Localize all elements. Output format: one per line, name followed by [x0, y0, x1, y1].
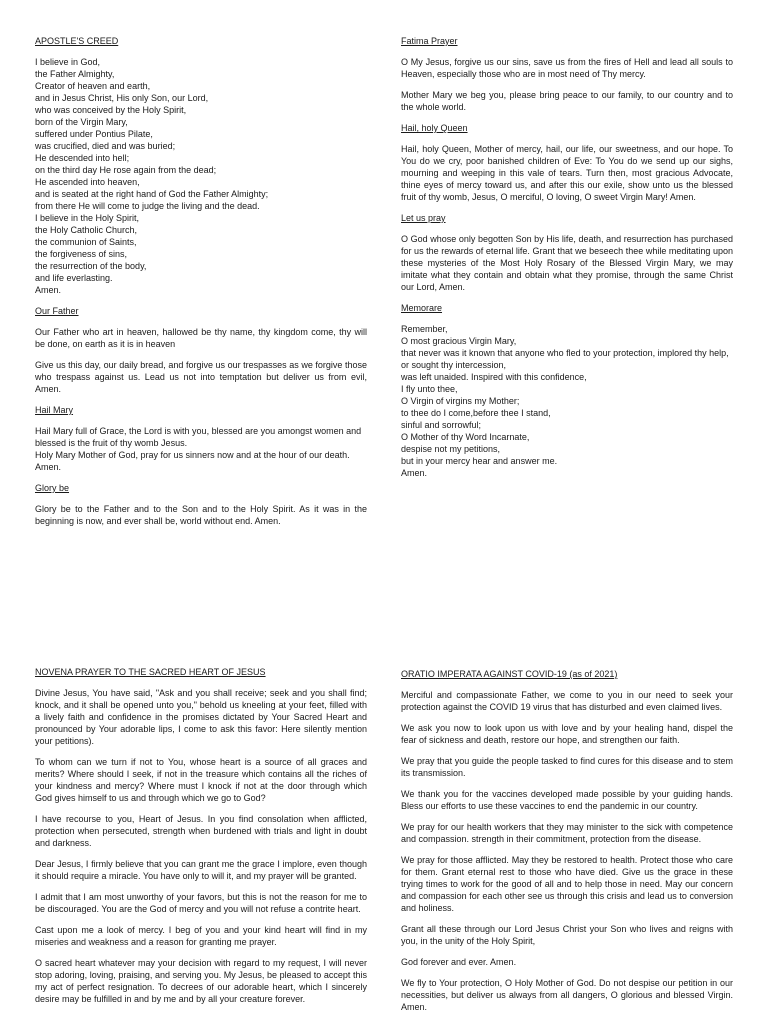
memorare-line: O Virgin of virgins my Mother;	[401, 396, 520, 406]
our-father-paragraph: Our Father who art in heaven, hallowed be thy name, thy kingdom come, thy will be done, on earth as it is in heaven	[35, 327, 367, 349]
creed-line: who was conceived by the Holy Spirit,	[35, 105, 187, 115]
memorare-line: O most gracious Virgin Mary,	[401, 336, 517, 346]
our-father-paragraph: Give us this day, our daily bread, and forgive us our trespasses as we forgive those who trespass against us. Lead us not into temptation but deliver us from evil, Amen.	[35, 360, 367, 394]
memorare-line: that never was it known that anyone who fled to your protection, implored thy help, or sought thy intercession,	[401, 348, 729, 370]
oratio-paragraph: We pray for our health workers that they may minister to the sick with competence and compassion. strength in their commitment, protection from the disease.	[401, 822, 733, 844]
memorare-line: but in your mercy hear and answer me.	[401, 456, 558, 466]
hail-mary-line: Holy Mary Mother of God, pray for us sinners now and at the hour of our death. Amen.	[35, 450, 350, 472]
oratio-paragraph: We ask you now to look upon us with love and by your healing hand, dispel the fear of sickness and death, restore our hope, and strengthen our faith.	[401, 723, 733, 745]
novena-paragraph: Dear Jesus, I firmly believe that you can grant me the grace I implore, even though it should require a miracle. You have only to will it, and my prayer will be granted.	[35, 859, 367, 881]
memorare-heading: Memorare	[401, 303, 443, 313]
creed-line: and life everlasting.	[35, 273, 113, 283]
novena-paragraph: To whom can we turn if not to You, whose heart is a source of all graces and merits? Where should I seek, if not in the treasure which contains all the riches of your kindness and mercy? Where must I knock if not at the door through which God gives himself to us and through which we go to God?	[35, 757, 367, 803]
novena-heading: NOVENA PRAYER TO THE SACRED HEART OF JESUS	[35, 667, 266, 677]
oratio-paragraph: God forever and ever. Amen.	[401, 957, 517, 967]
our-father-heading: Our Father	[35, 306, 79, 316]
glory-be-heading: Glory be	[35, 483, 70, 493]
memorare-line: sinful and sorrowful;	[401, 420, 482, 430]
novena-paragraph: I have recourse to you, Heart of Jesus. In you find consolation when afflicted, protection when persecuted, strength when burdened with trials and light in doubt and darkness.	[35, 814, 367, 848]
memorare-line: was left unaided. Inspired with this confidence,	[401, 372, 587, 382]
oratio-paragraph: Merciful and compassionate Father, we come to you in our need to seek your protection against the COVID 19 virus that has disturbed and even claimed lives.	[401, 690, 733, 712]
oratio-paragraph: We pray for those afflicted. May they be restored to health. Protect those who care for them. Grant eternal rest to those who have died. Give us the grace in these trying times to work for the good of all and to help those in need. May our concern and compassion for each other see us through this crisis and lead us to conversion and holiness.	[401, 855, 733, 913]
novena-paragraph: I admit that I am most unworthy of your favors, but this is not the reason for me to be discouraged. You are the God of mercy and you will not refuse a contrite heart.	[35, 892, 367, 914]
memorare-line: I fly unto thee,	[401, 384, 458, 394]
apostles-creed-text	[35, 56, 367, 296]
creed-line: suffered under Pontius Pilate,	[35, 129, 153, 139]
creed-line: the Father Almighty,	[35, 69, 115, 79]
memorare-line: to thee do I come,before thee I stand,	[401, 408, 551, 418]
memorare-line: despise not my petitions,	[401, 444, 501, 454]
apostles-creed-heading: APOSTLE'S CREED	[35, 36, 119, 46]
creed-line: born of the Virgin Mary,	[35, 117, 128, 127]
creed-line: the resurrection of the body,	[35, 261, 147, 271]
oratio-paragraph: Grant all these through our Lord Jesus Christ your Son who lives and reigns with you, in the unity of the Holy Spirit,	[401, 924, 733, 946]
hail-mary-heading: Hail Mary	[35, 405, 74, 415]
novena-paragraph: O sacred heart whatever may your decision with regard to my request, I will never stop adoring, loving, praising, and serving you. My Jesus, be pleased to accept this my act of perfect resignation. To decrees of our adorable heart, which I sincerely desire may be fulfilled in and by me and by all your creature forever.	[35, 958, 367, 1004]
memorare-line: Amen.	[401, 468, 428, 478]
hail-mary-text	[35, 425, 367, 473]
hail-holy-queen-paragraph: Hail, holy Queen, Mother of mercy, hail, our life, our sweetness, and our hope. To You do we cry, poor banished children of Eve: To You do we send up our sighs, mourning and weeping in this vale of tears. Turn then, most gracious Advocate, thine eyes of mercy toward us, and after this our exile, show unto us the blessed fruit of thy womb, Jesus, O merciful, O loving, O sweet Virgin Mary! Amen.	[401, 144, 733, 202]
memorare-line: O Mother of thy Word Incarnate,	[401, 432, 530, 442]
novena-paragraph: Divine Jesus, You have said, "Ask and you shall receive; seek and you shall find; knock, and it shall be opened unto you," behold us kneeling at your feet, filled with a lively faith and confidence in the promises dictated by Your Sacred Heart and pronounced by Your adorable lips, I come to ask this favor: Here silently mention your petitions).	[35, 688, 367, 746]
creed-line: He ascended into heaven,	[35, 177, 140, 187]
right-column-bottom	[401, 668, 733, 1022]
creed-line: I believe in the Holy Spirit,	[35, 213, 140, 223]
fatima-prayer-paragraph: O My Jesus, forgive us our sins, save us from the fires of Hell and lead all souls to Heaven, especially those who are in most need of Thy mercy.	[401, 57, 733, 79]
creed-line: from there He will come to judge the living and the dead.	[35, 201, 260, 211]
creed-line: He descended into hell;	[35, 153, 130, 163]
let-us-pray-heading: Let us pray	[401, 213, 446, 223]
creed-line: and in Jesus Christ, His only Son, our Lord,	[35, 93, 209, 103]
creed-line: on the third day He rose again from the dead;	[35, 165, 217, 175]
hail-mary-line: Hail Mary full of Grace, the Lord is with you, blessed are you amongst women and blessed is the fruit of thy womb Jesus.	[35, 426, 362, 448]
oratio-paragraph: We thank you for the vaccines developed made possible by your guiding hands. Bless our efforts to use these vaccines to end the pandemic in our country.	[401, 789, 733, 811]
memorare-line: Remember,	[401, 324, 448, 334]
let-us-pray-paragraph: O God whose only begotten Son by His life, death, and resurrection has purchased for us the rewards of eternal life. Grant that we beseech thee while meditating upon these mysteries of the Most Holy Rosary of the Blessed Virgin Mary, we may imitate what they contain and obtain what they promise, through the same Christ our Lord, Amen.	[401, 234, 733, 292]
left-column-bottom	[35, 666, 367, 1014]
oratio-imperata-heading: ORATIO IMPERATA AGAINST COVID-19 (as of 2021)	[401, 669, 618, 679]
oratio-paragraph: We pray that you guide the people tasked to find cures for this disease and to stem its transmission.	[401, 756, 733, 778]
memorare-text	[401, 323, 733, 479]
creed-line: Amen.	[35, 285, 62, 295]
creed-line: Creator of heaven and earth,	[35, 81, 151, 91]
creed-line: I believe in God,	[35, 57, 101, 67]
creed-line: the communion of Saints,	[35, 237, 137, 247]
novena-paragraph: Cast upon me a look of mercy. I beg of you and your kind heart will find in my miseries and weakness and a reason for granting me prayer.	[35, 925, 367, 947]
right-column-top	[401, 35, 733, 488]
creed-line: and is seated at the right hand of God the Father Almighty;	[35, 189, 269, 199]
oratio-paragraph: We fly to Your protection, O Holy Mother of God. Do not despise our petition in our necessities, but deliver us always from all dangers, O glorious and blessed Virgin. Amen.	[401, 978, 733, 1012]
creed-line: the forgiveness of sins,	[35, 249, 128, 259]
glory-be-paragraph: Glory be to the Father and to the Son and to the Holy Spirit. As it was in the beginning is now, and ever shall be, world without end. Amen.	[35, 504, 367, 526]
hail-holy-queen-heading: Hail, holy Queen	[401, 123, 468, 133]
creed-line: the Holy Catholic Church,	[35, 225, 138, 235]
creed-line: was crucified, died and was buried;	[35, 141, 176, 151]
fatima-prayer-paragraph: Mother Mary we beg you, please bring peace to our family, to our country and to the whole world.	[401, 90, 733, 112]
fatima-prayer-heading: Fatima Prayer	[401, 36, 458, 46]
left-column-top	[35, 35, 367, 536]
